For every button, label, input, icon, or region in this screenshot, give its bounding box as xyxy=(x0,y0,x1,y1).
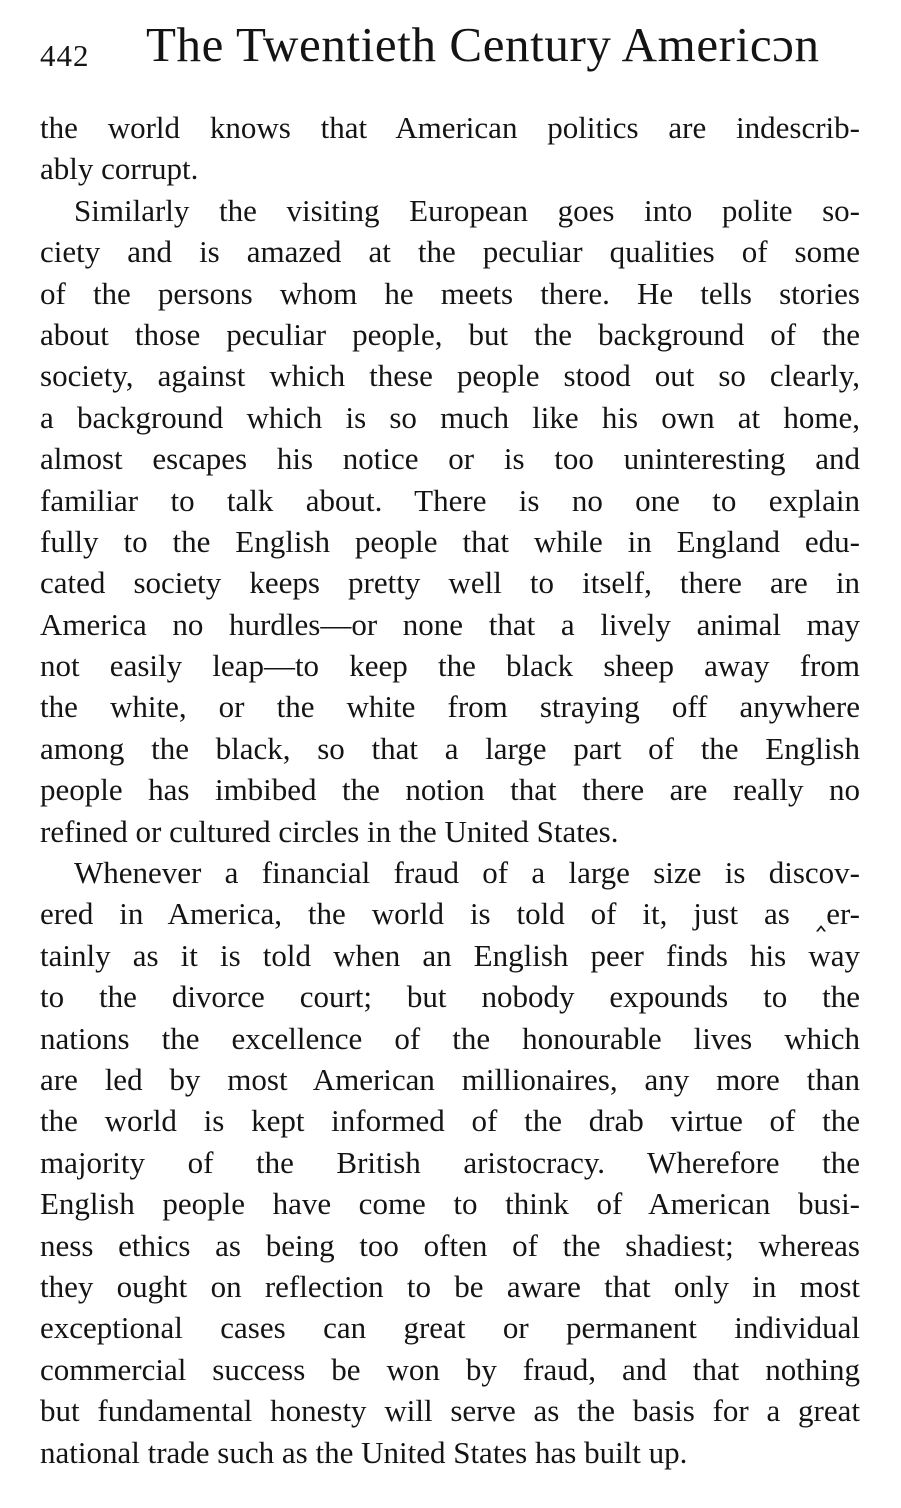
text-line: they ought on reflection to be aware that only in most xyxy=(40,1268,860,1304)
text-line: fully to the English people that while in England edu- xyxy=(40,523,860,559)
text-line: ness ethics as being too often of the shadiest; whereas xyxy=(40,1227,860,1263)
text-line: to the divorce court; but nobody expounds to the xyxy=(40,979,860,1015)
text-line: nations the excellence of the honourable lives which xyxy=(40,1020,860,1056)
text-line: ered in America, the world is told of it, just as ‸er- xyxy=(40,896,860,932)
text-line: ably corrupt. xyxy=(40,151,199,187)
text-line: exceptional cases can great or permanent individual xyxy=(40,1310,860,1346)
text-line: of the persons whom he meets there. He tells stories xyxy=(40,275,860,311)
text-line: cated society keeps pretty well to itself, there are in xyxy=(40,565,860,601)
text-line: almost escapes his notice or is too uninteresting and xyxy=(40,441,860,477)
running-head xyxy=(40,14,860,84)
text-line: but fundamental honesty will serve as the basis for a great xyxy=(40,1393,860,1429)
text-line: Similarly the visiting European goes into polite so- xyxy=(74,192,860,228)
text-line: majority of the British aristocracy. Wherefore the xyxy=(40,1144,860,1180)
text-line: familiar to talk about. There is no one to explain xyxy=(40,482,860,518)
text-line: national trade such as the United States has built up. xyxy=(40,1434,688,1470)
text-line: Whenever a financial fraud of a large size is discov- xyxy=(74,855,860,891)
text-line: the white, or the white from straying off anywhere xyxy=(40,689,860,725)
text-line: refined or cultured circles in the United States. xyxy=(40,813,619,849)
body-text xyxy=(40,107,860,1473)
text-line: society, against which these people stood out so clearly, xyxy=(40,358,860,394)
running-title: The Twentieth Century Americɔn xyxy=(146,17,820,72)
text-line: America no hurdles—or none that a lively animal may xyxy=(40,606,860,642)
text-line: a background which is so much like his own at home, xyxy=(40,399,860,435)
text-line: are led by most American millionaires, any more than xyxy=(40,1061,860,1097)
text-line: the world is kept informed of the drab virtue of the xyxy=(40,1103,860,1139)
text-line: not easily leap—to keep the black sheep away from xyxy=(40,648,860,684)
text-line: about those peculiar people, but the background of the xyxy=(40,316,860,352)
text-line: ciety and is amazed at the peculiar qualities of some xyxy=(40,234,860,270)
text-line: among the black, so that a large part of the English xyxy=(40,730,860,766)
text-line: people has imbibed the notion that there are really no xyxy=(40,772,860,808)
text-line: English people have come to think of American busi- xyxy=(40,1186,860,1222)
text-line: the world knows that American politics are indescrib- xyxy=(40,110,860,145)
page-number: 442 xyxy=(40,38,90,73)
text-line: commercial success be won by fraud, and that nothing xyxy=(40,1351,860,1387)
text-line: tainly as it is told when an English peer finds his way xyxy=(40,937,860,973)
